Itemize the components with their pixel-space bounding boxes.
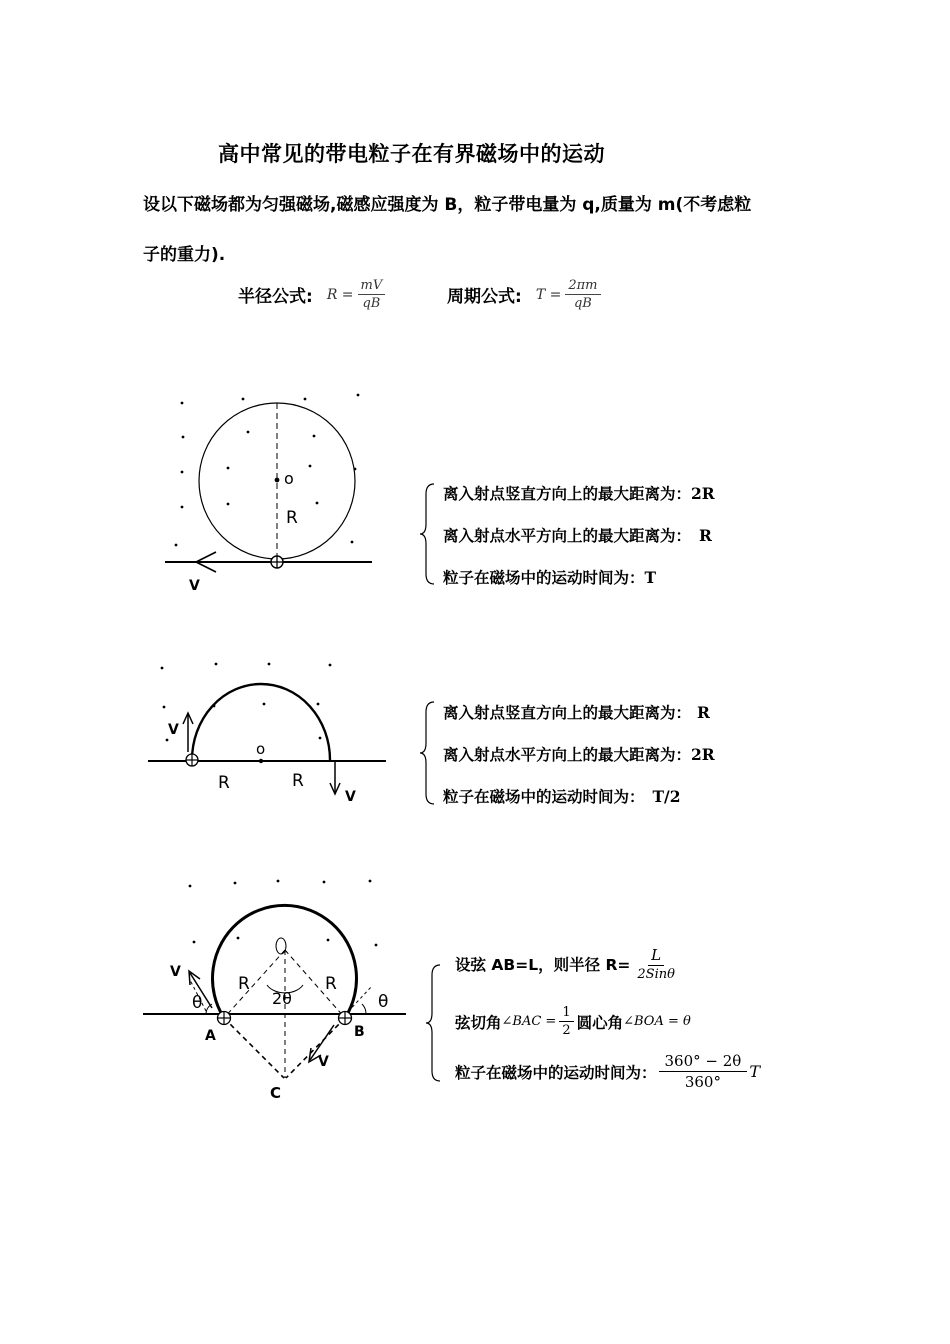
d1-line-2 <box>443 524 712 546</box>
d3-half-den: 2 <box>562 1023 571 1038</box>
velocity-down-arrow <box>330 762 340 794</box>
radius-denominator: qB <box>362 296 381 311</box>
d3-radius-fraction <box>634 946 678 982</box>
label-o: o <box>256 740 266 758</box>
magnetic-field-dots <box>175 394 360 547</box>
radius-formula-math <box>327 278 385 311</box>
d3-line-3 <box>455 1052 760 1091</box>
period-lhs: T = <box>535 286 562 303</box>
period-formula <box>447 278 601 311</box>
d1-line-1 <box>443 482 715 504</box>
label-v-a: V <box>170 964 181 980</box>
intro-line-1: 设以下磁场都为匀强磁场,磁感应强度为 B，粒子带电量为 q,质量为 m(不考虑粒 <box>143 195 752 215</box>
d2-line-1-text: 离入射点竖直方向上的最大距离为： <box>443 704 692 722</box>
velocity-up-arrow <box>183 713 193 752</box>
d2-line-3-value: T/2 <box>652 787 681 806</box>
label-v-b: V <box>318 1054 329 1070</box>
d1-line-1-text: 离入射点竖直方向上的最大距离为： <box>443 485 692 503</box>
label-r-right: R <box>292 771 304 791</box>
radius-numerator: mV <box>358 278 386 295</box>
radius-formula-label: 半径公式: <box>238 287 313 307</box>
brace-2-icon <box>418 700 438 806</box>
label-v-down: V <box>345 789 356 805</box>
d3-radius-num: L <box>648 946 664 966</box>
label-v: V <box>189 578 200 594</box>
center-mark <box>276 938 286 954</box>
period-numerator: 2πm <box>565 278 600 295</box>
theta-arc-b <box>362 1004 366 1014</box>
radius-formula <box>238 278 385 311</box>
d1-line-1-value: 2R <box>691 484 715 503</box>
d3-angle-boa: ∠BOA = θ <box>623 1014 691 1029</box>
diagram-2 <box>0 655 420 815</box>
positive-charge-b-icon <box>339 1012 352 1025</box>
label-2theta: 2θ <box>272 989 292 1008</box>
label-r-left: R <box>238 974 250 994</box>
label-r: R <box>286 508 298 528</box>
d3-line-3-text: 粒子在磁场中的运动时间为： <box>455 1063 657 1082</box>
d3-line-1 <box>455 946 678 982</box>
d3-time-den: 360° <box>684 1073 721 1091</box>
label-a: A <box>205 1028 216 1044</box>
d2-line-3-text: 粒子在磁场中的运动时间为： <box>443 788 645 806</box>
positive-charge-icon <box>271 556 283 568</box>
radius-fraction <box>358 278 386 311</box>
diagram-3 <box>0 870 420 1110</box>
d1-line-3-value: T <box>644 568 657 587</box>
d1-line-3 <box>443 566 656 588</box>
brace-3-icon <box>424 963 444 1083</box>
label-v-up: V <box>168 722 179 738</box>
d3-half-fraction <box>559 1005 573 1038</box>
d3-angle-bac: ∠BAC = <box>501 1014 557 1029</box>
d3-half-num: 1 <box>559 1005 573 1022</box>
d2-line-2 <box>443 743 715 765</box>
d3-radius-den: 2Sinθ <box>637 967 675 982</box>
brace-1-icon <box>418 482 438 586</box>
label-o: o <box>284 469 294 488</box>
positive-charge-icon <box>186 754 198 766</box>
period-formula-label: 周期公式: <box>447 287 522 307</box>
label-r-right: R <box>325 974 337 994</box>
magnetic-field-dots <box>189 880 378 947</box>
label-theta-b: θ <box>378 992 389 1012</box>
d1-line-3-text: 粒子在磁场中的运动时间为： <box>443 569 645 587</box>
center-point <box>259 759 263 763</box>
intro-line-2: 子的重力). <box>143 245 226 265</box>
d3-line-2-text: 弦切角 <box>455 1013 502 1032</box>
d3-line-1-text: 设弦 AB=L，则半径 R= <box>455 956 631 974</box>
d2-line-1-value: R <box>697 703 710 722</box>
d2-line-3 <box>443 785 681 807</box>
period-denominator: qB <box>573 296 592 311</box>
page-title: 高中常见的带电粒子在有界磁场中的运动 <box>218 142 605 166</box>
d1-line-2-text: 离入射点水平方向上的最大距离为： <box>443 527 692 545</box>
d3-time-suffix: T <box>749 1062 760 1081</box>
period-fraction <box>565 278 600 311</box>
center-point <box>275 478 280 483</box>
label-theta-a: θ <box>192 993 203 1013</box>
d3-line-2 <box>455 1005 691 1038</box>
velocity-arrow <box>196 552 268 572</box>
d3-line-2-mid: 圆心角 <box>576 1013 624 1032</box>
d1-line-2-value: R <box>699 526 712 545</box>
label-c: C <box>270 1084 282 1102</box>
d2-line-1 <box>443 701 710 723</box>
positive-charge-a-icon <box>218 1012 231 1025</box>
period-formula-math <box>536 278 601 311</box>
d2-line-2-text: 离入射点水平方向上的最大距离为： <box>443 746 692 764</box>
d2-line-2-value: 2R <box>691 745 715 764</box>
d3-time-fraction <box>659 1052 748 1091</box>
label-r-left: R <box>218 773 230 793</box>
label-b: B <box>354 1024 365 1040</box>
diagram-1 <box>0 380 420 610</box>
d3-time-num: 360° − 2θ <box>659 1052 748 1072</box>
radius-lhs: R = <box>326 286 354 303</box>
